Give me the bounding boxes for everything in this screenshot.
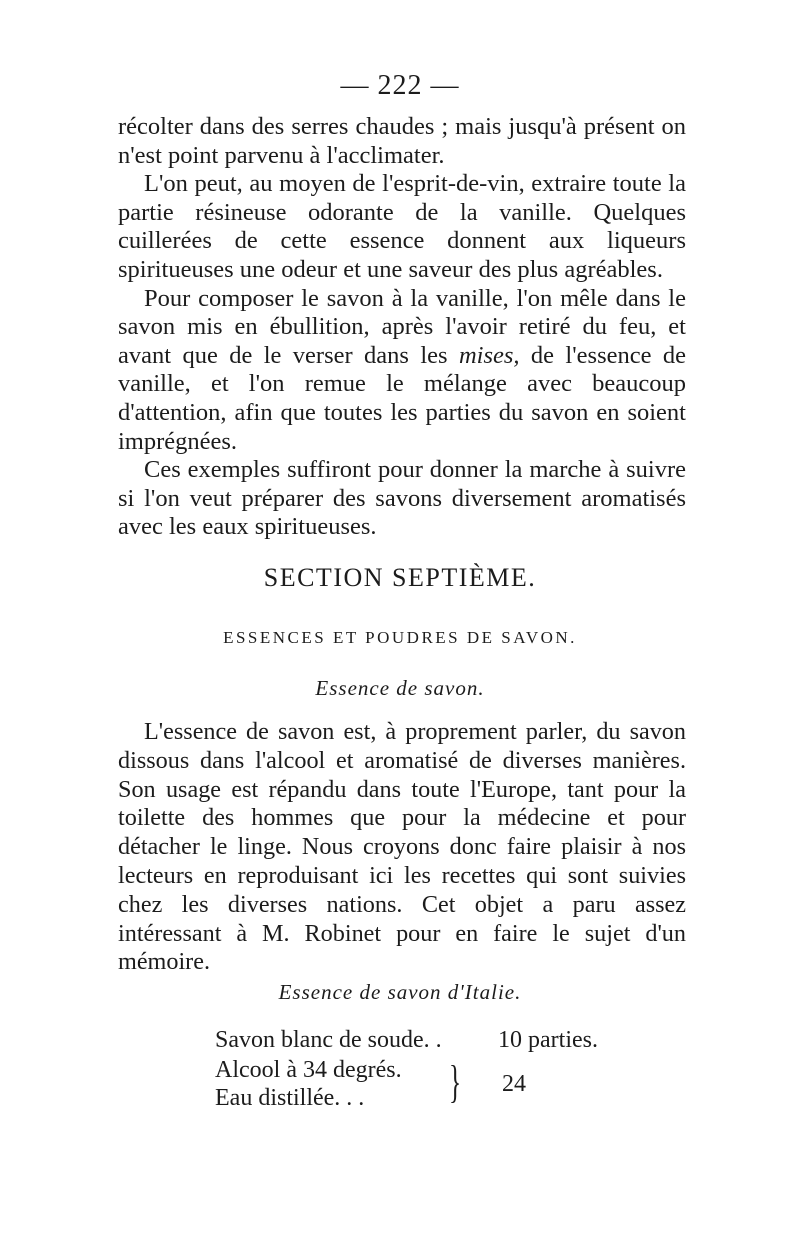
paragraph-savon-vanille-part-1: Pour composer le savon à la vanille, l'on mêle dans le savon mis en ébullition, après l'avoir retiré du feu, et avant que de le verser dans les — [118, 284, 686, 369]
paragraph-savon-vanille — [118, 285, 686, 457]
recipe-qty-alcool-eau: 24 — [502, 1071, 526, 1097]
paragraph-exemples: Ces exemples suffiront pour donner la marche à suivre si l'on veut préparer des savons diversement aromatisés avec les eaux spiritueuses. — [118, 456, 686, 541]
italic-title-essence-de-savon: Essence de savon. — [315, 676, 485, 700]
text-block-top — [118, 113, 686, 542]
italic-mises: mises, — [458, 341, 520, 369]
recipe-row-alcool: Alcool à 34 degrés. — [215, 1057, 402, 1083]
paragraph-continuation: récolter dans des serres chaudes ; mais jusqu'à présent on n'est point parvenu à l'acclimater. — [118, 113, 686, 169]
recipe-qty-savon: 10 parties. — [498, 1027, 598, 1053]
page-number: — 222 — — [340, 70, 460, 101]
section-heading: SECTION SEPTIÈME. — [263, 563, 537, 592]
italic-title-essence-italie: Essence de savon d'Italie. — [278, 980, 522, 1004]
text-block-essence — [118, 718, 686, 977]
paragraph-savon-vanille-part-2: de l'essence de vanille, et l'on remue le mélange avec beaucoup d'attention, afin que toutes les parties du savon en soient imprégnées. — [118, 341, 686, 455]
paragraph-esprit-de-vin: L'on peut, au moyen de l'esprit-de-vin, extraire toute la partie résineuse odorante de la vanille. Quelques cuillerées de cette essence donnent aux liqueurs spiritueuses une odeur et une saveur des plus agréables. — [118, 170, 686, 283]
section-subheading: ESSENCES ET POUDRES DE SAVON. — [223, 628, 577, 647]
paragraph-essence-de-savon: L'essence de savon est, à proprement parler, du savon dissous dans l'alcool et aromatisé de diverses manières. Son usage est répandu dans toute l'Europe, tant pour la toilette des hommes que pour la médecine et pour détacher le linge. Nous croyons donc faire plaisir à nos lecteurs en reproduisant ici les recettes qui sont suivies chez les diverses nations. Cet objet a paru assez intéressant à M. Robinet pour en faire le sujet d'un mémoire. — [118, 718, 686, 976]
recipe-brace: } — [449, 1056, 462, 1107]
recipe-row-savon: Savon blanc de soude. . — [215, 1027, 442, 1053]
recipe-row-eau: Eau distillée. . . — [215, 1085, 365, 1111]
